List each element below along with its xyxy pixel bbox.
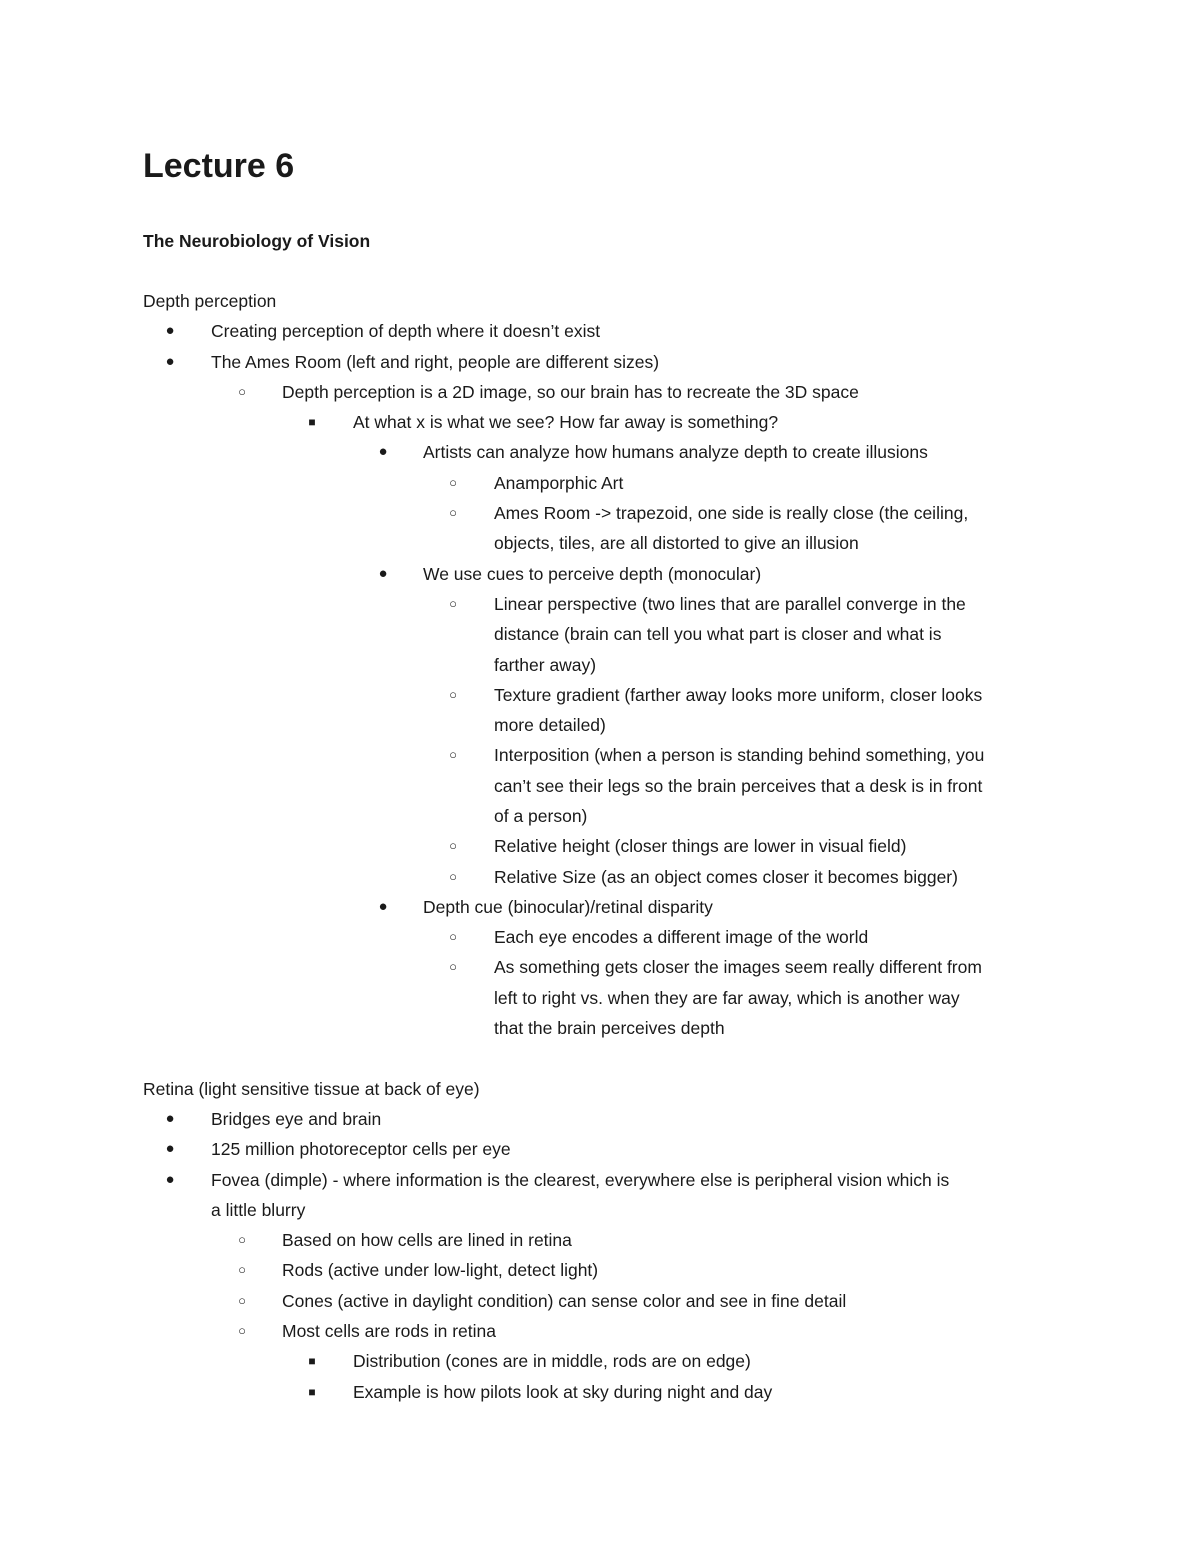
list-item — [0, 1134, 1200, 1164]
bullet-bullet-icon: ● — [165, 1140, 175, 1157]
list-item-text: Artists can analyze how humans analyze depth to create illusions — [423, 442, 928, 462]
list-item-text: Relative height (closer things are lower in visual field) — [494, 836, 907, 856]
list-item — [0, 740, 1200, 770]
bullet-bullet-icon: ● — [165, 353, 175, 370]
list-item-text: Example is how pilots look at sky during night and day — [353, 1382, 773, 1402]
list-item-text: of a person) — [494, 806, 588, 826]
list-item-text: Fovea (dimple) - where information is the clearest, everywhere else is peripheral vision which is — [211, 1170, 950, 1190]
page-title: Lecture 6 — [143, 147, 295, 185]
list-item-text: The Ames Room (left and right, people are different sizes) — [211, 352, 660, 372]
list-item — [0, 710, 1200, 740]
list-item-text: that the brain perceives depth — [494, 1018, 725, 1038]
bullet-bullet-icon: ● — [165, 322, 175, 339]
list-item — [0, 437, 1200, 467]
list-item — [0, 862, 1200, 892]
list-item — [0, 1195, 1200, 1225]
list-item — [0, 1013, 1200, 1043]
list-item — [0, 316, 1200, 346]
circle-bullet-icon: ○ — [449, 505, 457, 520]
circle-bullet-icon: ○ — [449, 596, 457, 611]
list-item-text: Cones (active in daylight condition) can sense color and see in fine detail — [282, 1291, 847, 1311]
circle-bullet-icon: ○ — [449, 838, 457, 853]
list-item-text: objects, tiles, are all distorted to give an illusion — [494, 533, 859, 553]
list-item-text: At what x is what we see? How far away is something? — [353, 412, 779, 432]
list-item-text: Each eye encodes a different image of the world — [494, 927, 869, 947]
square-bullet-icon: ■ — [308, 1354, 316, 1368]
list-item-text: more detailed) — [494, 715, 606, 735]
list-item-text: We use cues to perceive depth (monocular) — [423, 564, 762, 584]
list-item-text: farther away) — [494, 655, 597, 675]
circle-bullet-icon: ○ — [449, 747, 457, 762]
bullet-bullet-icon: ● — [165, 1110, 175, 1127]
list-item — [0, 1255, 1200, 1285]
section-heading — [0, 1074, 1200, 1104]
list-item-text: 125 million photoreceptor cells per eye — [211, 1139, 511, 1159]
list-item — [0, 650, 1200, 680]
list-item-text: can’t see their legs so the brain perceives that a desk is in front — [494, 776, 983, 796]
circle-bullet-icon: ○ — [449, 869, 457, 884]
circle-bullet-icon: ○ — [238, 1293, 246, 1308]
bullet-bullet-icon: ● — [378, 898, 388, 915]
list-item — [0, 771, 1200, 801]
list-item-text: Creating perception of depth where it doesn’t exist — [211, 321, 601, 341]
list-item — [0, 1316, 1200, 1346]
circle-bullet-icon: ○ — [238, 1232, 246, 1247]
list-item-text: Ames Room -> trapezoid, one side is really close (the ceiling, — [494, 503, 969, 523]
bullet-bullet-icon: ● — [378, 565, 388, 582]
list-item — [0, 377, 1200, 407]
circle-bullet-icon: ○ — [449, 687, 457, 702]
page-subtitle: The Neurobiology of Vision — [143, 231, 371, 251]
list-item — [0, 498, 1200, 528]
list-item-text: Distribution (cones are in middle, rods are on edge) — [353, 1351, 751, 1371]
list-item — [0, 559, 1200, 589]
circle-bullet-icon: ○ — [238, 1262, 246, 1277]
list-item-text: left to right vs. when they are far away, which is another way — [494, 988, 960, 1008]
circle-bullet-icon: ○ — [449, 475, 457, 490]
list-item — [0, 1346, 1200, 1376]
list-item-text: Most cells are rods in retina — [282, 1321, 496, 1341]
list-item — [0, 892, 1200, 922]
list-item — [0, 922, 1200, 952]
bullet-bullet-icon: ● — [165, 1171, 175, 1188]
list-item-text: Relative Size (as an object comes closer it becomes bigger) — [494, 867, 958, 887]
list-item-text: distance (brain can tell you what part is closer and what is — [494, 624, 942, 644]
square-bullet-icon: ■ — [308, 1385, 316, 1399]
list-item-text: As something gets closer the images seem really different from — [494, 957, 982, 977]
list-item — [0, 801, 1200, 831]
list-item-text: Rods (active under low-light, detect light) — [282, 1260, 599, 1280]
bullet-bullet-icon: ● — [378, 443, 388, 460]
list-item-text: Depth perception is a 2D image, so our brain has to recreate the 3D space — [282, 382, 859, 402]
list-item — [0, 1286, 1200, 1316]
list-item — [0, 1225, 1200, 1255]
section-heading-text: Retina (light sensitive tissue at back of eye) — [143, 1079, 480, 1099]
list-item-text: Linear perspective (two lines that are parallel converge in the — [494, 594, 966, 614]
list-item — [0, 589, 1200, 619]
list-item — [0, 1165, 1200, 1195]
list-item — [0, 407, 1200, 437]
list-item — [0, 619, 1200, 649]
list-item-text: Bridges eye and brain — [211, 1109, 382, 1129]
list-item — [0, 468, 1200, 498]
circle-bullet-icon: ○ — [238, 384, 246, 399]
list-item — [0, 952, 1200, 982]
square-bullet-icon: ■ — [308, 415, 316, 429]
section-heading — [0, 286, 1200, 316]
list-item-text: Texture gradient (farther away looks more uniform, closer looks — [494, 685, 983, 705]
section-heading-text: Depth perception — [143, 291, 277, 311]
list-item-text: Depth cue (binocular)/retinal disparity — [423, 897, 713, 917]
list-item-text: Based on how cells are lined in retina — [282, 1230, 572, 1250]
list-item — [0, 347, 1200, 377]
list-item — [0, 983, 1200, 1013]
circle-bullet-icon: ○ — [449, 929, 457, 944]
list-item — [0, 1104, 1200, 1134]
list-item — [0, 831, 1200, 861]
list-item — [0, 680, 1200, 710]
list-item-text: a little blurry — [211, 1200, 306, 1220]
list-item-text: Interposition (when a person is standing behind something, you — [494, 745, 985, 765]
circle-bullet-icon: ○ — [449, 959, 457, 974]
list-item — [0, 1377, 1200, 1407]
circle-bullet-icon: ○ — [238, 1323, 246, 1338]
list-item-text: Anamporphic Art — [494, 473, 624, 493]
list-item — [0, 528, 1200, 558]
